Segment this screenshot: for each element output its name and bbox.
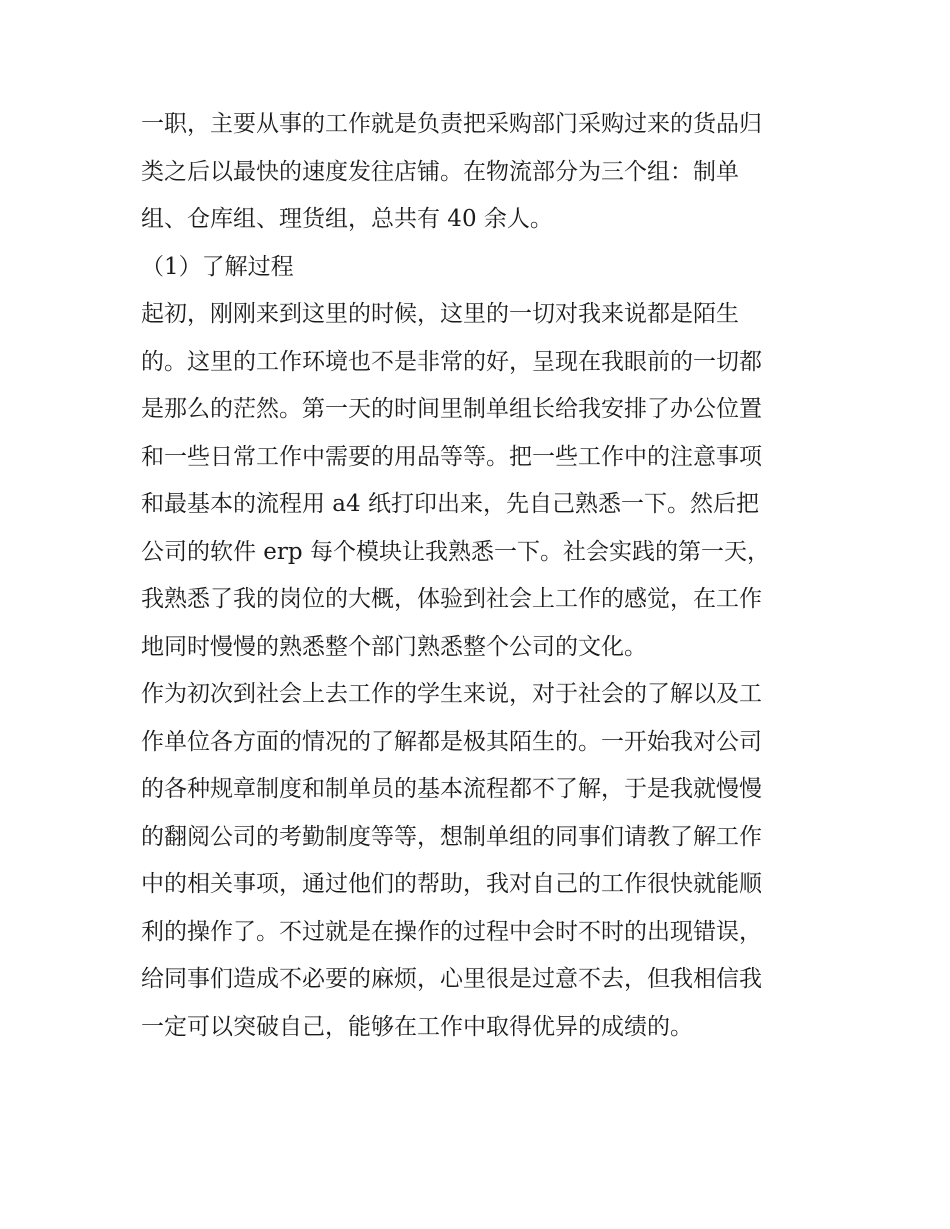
section-heading: （1）了解过程 xyxy=(141,253,294,280)
text-line: 地同时慢慢的熟悉整个部门熟悉整个公司的文化。 xyxy=(141,633,647,660)
body-text xyxy=(141,101,821,1051)
text-line: 中的相关事项，通过他们的帮助，我对自己的工作很快就能顺 xyxy=(141,871,762,897)
text-line: 的翻阅公司的考勤制度等等，想制单组的同事们请教了解工作 xyxy=(141,823,762,850)
text-line: 和最基本的流程用 a4 纸打印出来，先自己熟悉一下。然后把 xyxy=(141,491,759,517)
text-line: 是那么的茫然。第一天的时间里制单组长给我安排了办公位置 xyxy=(141,396,762,422)
text-line: 和一些日常工作中需要的用品等等。把一些工作中的注意事项 xyxy=(141,443,762,470)
text-line: 作单位各方面的情况的了解都是极其陌生的。一开始我对公司 xyxy=(141,728,762,755)
text-line: 给同事们造成不必要的麻烦，心里很是过意不去，但我相信我 xyxy=(141,966,762,992)
text-line: 一职，主要从事的工作就是负责把采购部门采购过来的货品归 xyxy=(141,111,762,137)
text-line: 利的操作了。不过就是在操作的过程中会时不时的出现错误， xyxy=(141,918,762,945)
text-line: 公司的软件 erp 每个模块让我熟悉一下。社会实践的第一天， xyxy=(141,538,770,565)
text-line: 的各种规章制度和制单员的基本流程都不了解，于是我就慢慢 xyxy=(141,776,762,802)
text-line: 作为初次到社会上去工作的学生来说，对于社会的了解以及工 xyxy=(141,681,762,707)
text-line: 类之后以最快的速度发往店铺。在物流部分为三个组：制单 xyxy=(141,158,739,185)
text-line: 我熟悉了我的岗位的大概，体验到社会上工作的感觉，在工作 xyxy=(141,586,762,612)
text-line: 一定可以突破自己，能够在工作中取得优异的成绩的。 xyxy=(141,1013,693,1040)
text-line: 组、仓库组、理货组，总共有 40 余人。 xyxy=(141,206,553,232)
text-line: 的。这里的工作环境也不是非常的好，呈现在我眼前的一切都 xyxy=(141,348,762,375)
text-line: 起初，刚刚来到这里的时候，这里的一切对我来说都是陌生 xyxy=(141,301,739,327)
